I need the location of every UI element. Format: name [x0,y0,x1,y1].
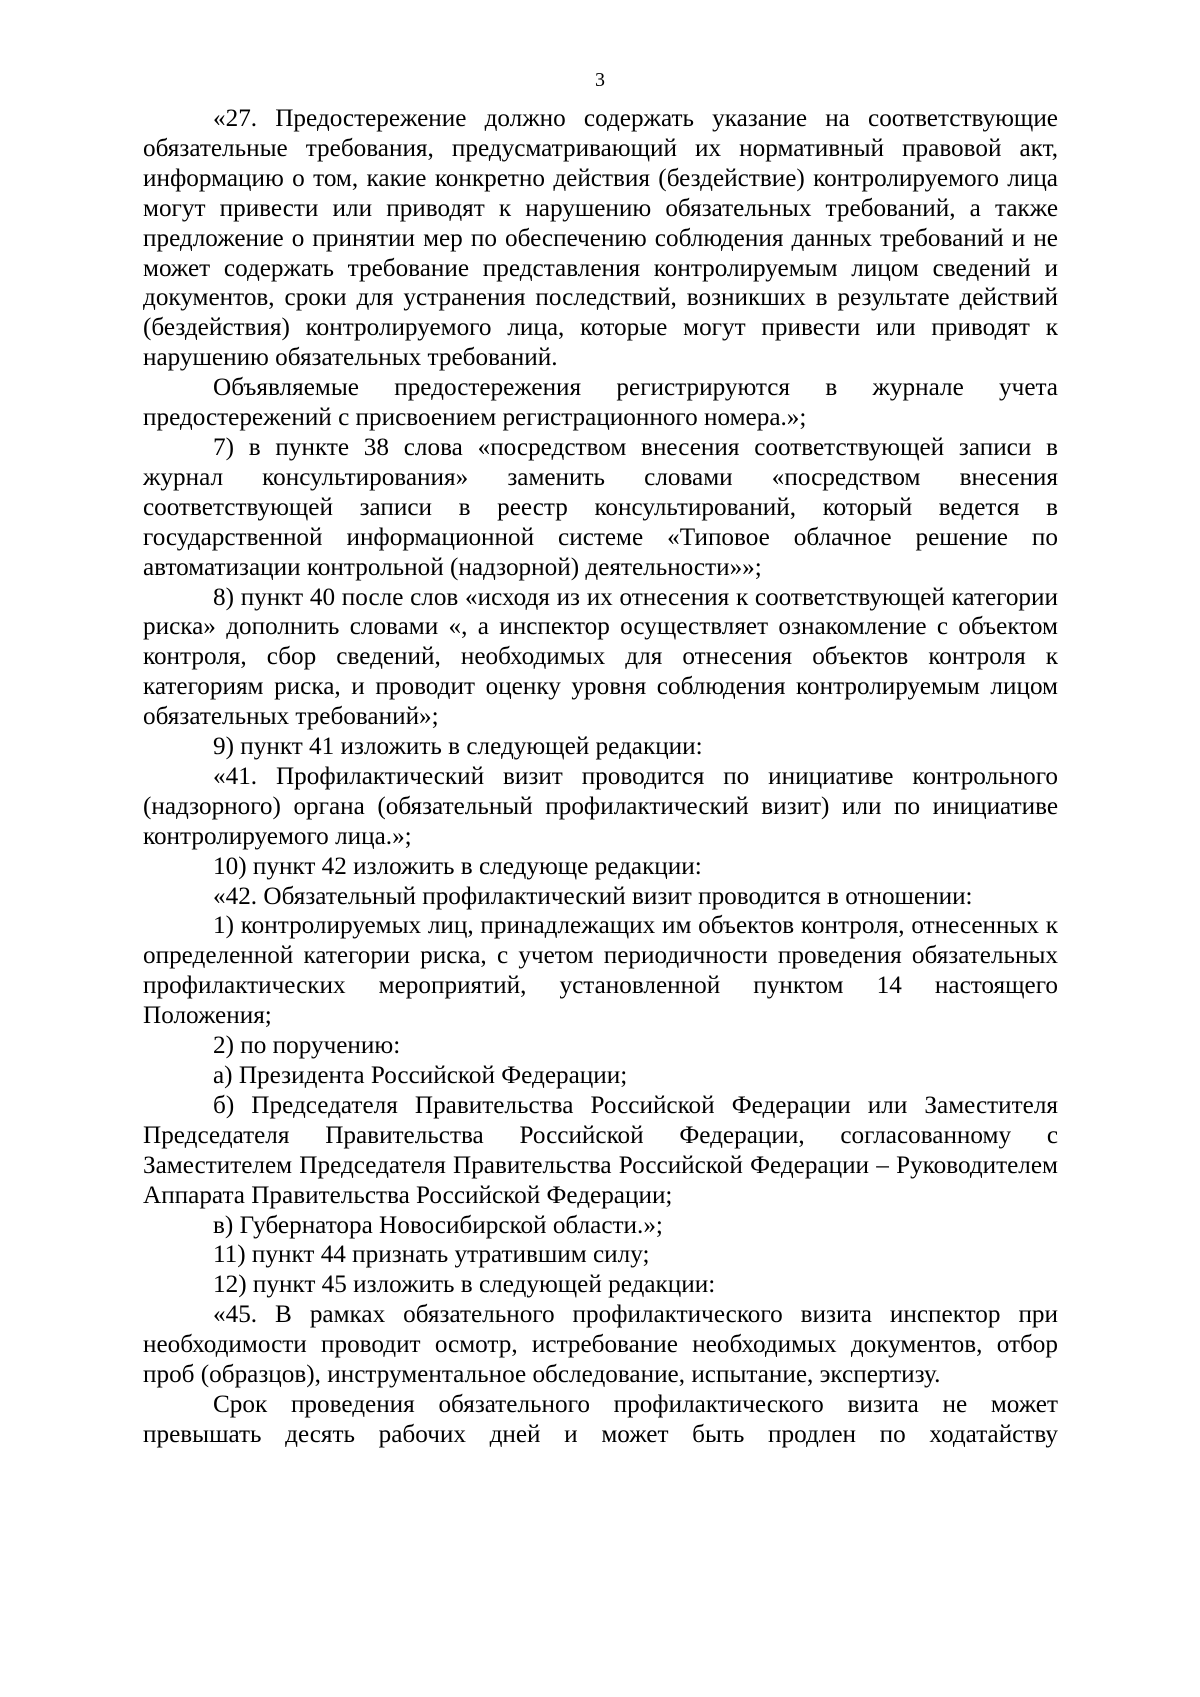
document-body [143,104,1058,1450]
paragraph-item-8: 8) пункт 40 после слов «исходя из их отнесения к соответствующей категории риска» дополнить словами «, а инспектор осуществляет ознакомление с объектом контроля, сбор сведений, необходимых для отнесения объектов контроля к категориям риска, и проводит оценку уровня соблюдения контролируемым лицом обязательных требований»; [143,583,1058,731]
paragraph-41: «41. Профилактический визит проводится по инициативе контрольного (надзорного) органа (обязательный профилактический визит) или по инициативе контролируемого лица.»; [143,762,1058,850]
paragraph-item-9: 9) пункт 41 изложить в следующей редакции: [213,733,703,761]
paragraph-42-sub-b: б) Председателя Правительства Российской Федерации или Заместителя Председателя Правительства Российской Федерации, согласованному с Заместителем Председателя Правительства Российской Федерации – Руководителем Аппарата Правительства Российской Федерации; [143,1091,1058,1209]
paragraph-warnings-registration: Объявляемые предостережения регистрируются в журнале учета предостережений с присвоением регистрационного номера.»; [143,374,1058,432]
paragraph-42: «42. Обязательный профилактический визит проводится в отношении: [213,882,973,910]
paragraph-27: «27. Предостережение должно содержать указание на соответствующие обязательные требования, предусматривающий их нормативный правовой акт, информацию о том, какие конкретно действия (бездействие) контролируемого лица могут привести или приводят к нарушению обязательных требований, а также предложение о принятии мер по обеспечению соблюдения данных требований и не может содержать требование представления контролируемым лицом сведений и документов, сроки для устранения последствий, возникших в результате действий (бездействия) контролируемого лица, которые могут привести или приводят к нарушению обязательных требований. [143,105,1058,372]
paragraph-45: «45. В рамках обязательного профилактического визита инспектор при необходимости проводит осмотр, истребование необходимых документов, отбор проб (образцов), инструментальное обследование, испытание, экспертизу. [143,1301,1058,1389]
paragraph-item-12: 12) пункт 45 изложить в следующей редакции: [213,1271,716,1299]
paragraph-visit-duration: Срок проведения обязательного профилактического визита не может превышать десять рабочих дней и может быть продлен по ходатайству [143,1390,1058,1448]
paragraph-42-sub-a: а) Президента Российской Федерации; [213,1062,628,1089]
page-number: 3 [595,69,605,91]
paragraph-item-10: 10) пункт 42 изложить в следующе редакции: [213,852,702,880]
paragraph-42-sub-v: в) Губернатора Новосибирской области.»; [213,1211,663,1239]
paragraph-item-7: 7) в пункте 38 слова «посредством внесения соответствующей записи в журнал консультирования» заменить словами «посредством внесения соответствующей записи в реестр консультирований, который ведется в государственной информационной системе «Типовое облачное решение по автоматизации контрольной (надзорной) деятельности»»; [143,433,1058,581]
paragraph-item-11: 11) пункт 44 признать утратившим силу; [213,1241,650,1269]
paragraph-42-sub-1: 1) контролируемых лиц, принадлежащих им объектов контроля, отнесенных к определенной категории риска, с учетом периодичности проведения обязательных профилактических мероприятий, установленной пунктом 14 настоящего Положения; [143,912,1058,1030]
paragraph-42-sub-2: 2) по поручению: [213,1032,401,1060]
